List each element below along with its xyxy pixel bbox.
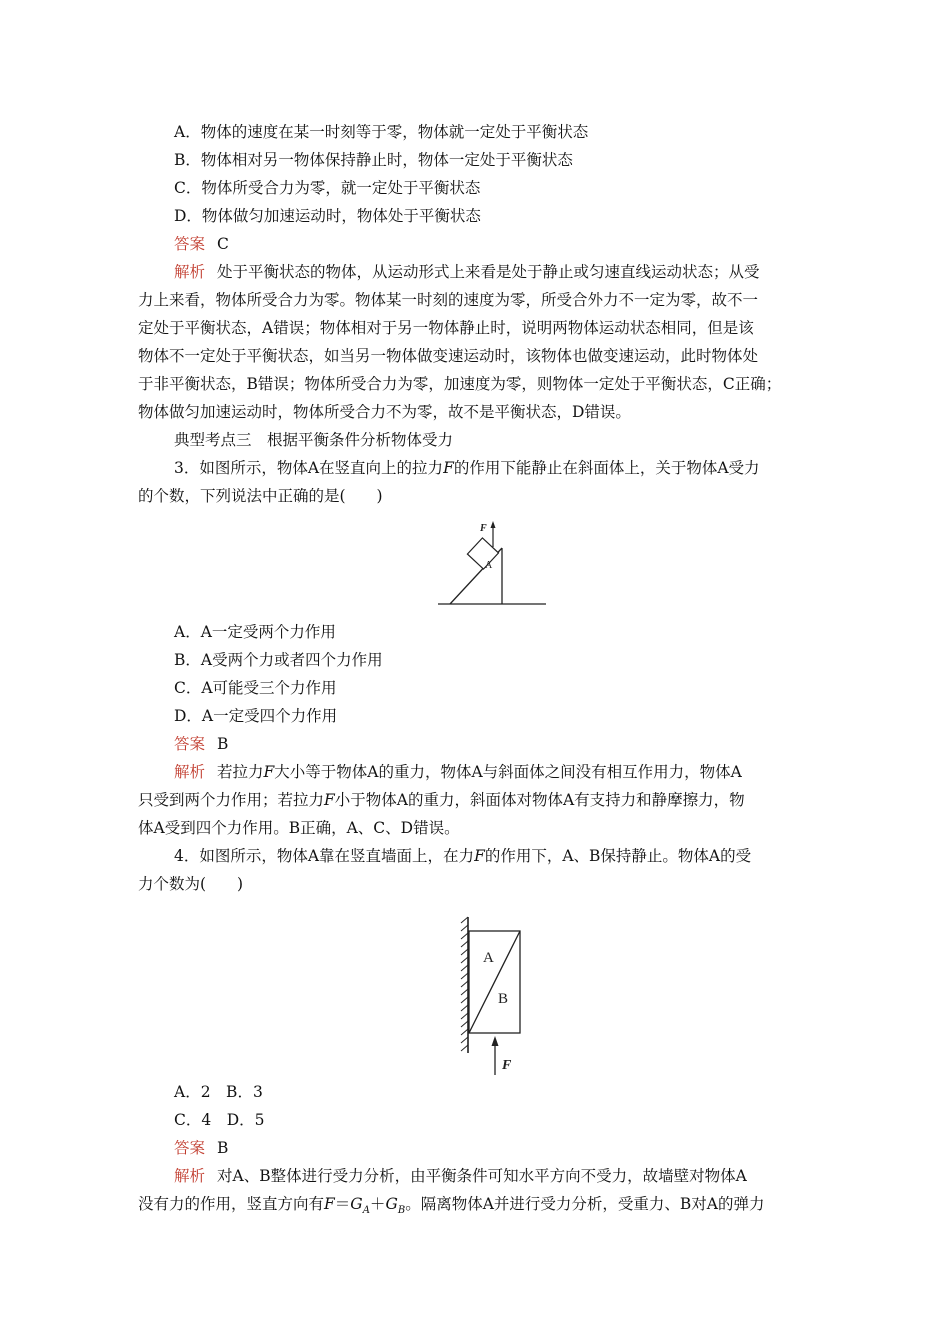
q3-option-a: A．A一定受两个力作用 [174, 623, 336, 641]
q4-options-row-2: C．4 D．5 [174, 1111, 265, 1129]
q3-option-c: C．A可能受三个力作用 [174, 679, 337, 697]
q2-option-d: D．物体做匀加速运动时，物体处于平衡状态 [174, 207, 481, 225]
q2-option-b: B．物体相对另一物体保持静止时，物体一定处于平衡状态 [174, 151, 573, 169]
analysis-label: 解析 [174, 1167, 206, 1185]
equation-f: F [324, 1195, 335, 1213]
answer-label: 答案 [174, 1139, 206, 1157]
answer-value: B [217, 1139, 229, 1157]
q3-analysis-line-3: 体A受到四个力作用。B正确，A、C、D错误。 [138, 819, 460, 837]
answer-value: B [217, 735, 229, 753]
q2-analysis-line-5: 于非平衡状态，B错误；物体所受合力为零，加速度为零，则物体一定处于平衡状态，C正确； [138, 375, 782, 393]
q3-analysis-line-1: 解析 若拉力F大小等于物体A的重力，物体A与斜面体之间没有相互作用力，物体A [174, 763, 742, 781]
q4-answer [174, 1138, 228, 1158]
q3-answer [174, 734, 228, 754]
q2-analysis-line-1: 解析 处于平衡状态的物体，从运动形式上来看是处于静止或匀速直线运动状态；从受 [174, 263, 760, 281]
q3-analysis-line-2: 只受到两个力作用；若拉力F小于物体A的重力，斜面体对物体A有支持力和静摩擦力，物 [138, 791, 745, 809]
block-b-label: B [498, 991, 509, 1007]
q4-stem-line-2: 力个数为( ) [138, 875, 244, 893]
answer-label: 答案 [174, 235, 206, 253]
q2-answer [174, 234, 229, 254]
block-a [467, 538, 498, 569]
q2-analysis-line-6: 物体做匀加速运动时，物体所受合力不为零，故不是平衡状态，D错误。 [138, 403, 631, 421]
answer-label: 答案 [174, 735, 206, 753]
force-label: F [480, 523, 487, 534]
force-label: F [502, 1058, 512, 1073]
q3-incline-figure [430, 513, 550, 608]
q2-option-a: A．物体的速度在某一时刻等于零，物体就一定处于平衡状态 [174, 123, 589, 141]
wall-hatching [461, 917, 468, 1051]
q4-options-row-1: A．2 B．3 [174, 1083, 263, 1101]
q4-analysis-line-1: 解析 对A、B整体进行受力分析，由平衡条件可知水平方向不受力，故墙壁对物体A [174, 1167, 747, 1185]
q2-analysis-line-3: 定处于平衡状态，A错误；物体相对于另一物体静止时，说明两物体运动状态相同，但是该 [138, 319, 754, 337]
q4-analysis-line-2: 没有力的作用，竖直方向有$F=G_A+G_B$。隔离物体A并进行受力分析，受重力、B对A的弹力 [138, 1195, 765, 1217]
q3-stem-line-1: 3．如图所示，物体A在竖直向上的拉力F的作用下能静止在斜面体上，关于物体A受力 [174, 459, 760, 477]
force-arrow-head [492, 1036, 499, 1046]
answer-value: C [217, 235, 229, 253]
q2-option-c: C．物体所受合力为零，就一定处于平衡状态 [174, 179, 481, 197]
q4-wall-figure [458, 915, 540, 1077]
q2-analysis-line-2: 力上来看，物体所受合力为零。物体某一时刻的速度为零，所受合外力不一定为零，故不一 [138, 291, 759, 309]
block-a-label: A [483, 950, 494, 966]
q3-option-b: B．A受两个力或者四个力作用 [174, 651, 383, 669]
q4-stem-line-1: 4．如图所示，物体A靠在竖直墙面上，在力F的作用下，A、B保持静止。物体A的受 [174, 847, 752, 865]
section-title: 典型考点三 根据平衡条件分析物体受力 [174, 431, 454, 449]
analysis-label: 解析 [174, 263, 206, 281]
q3-stem-line-2: 的个数，下列说法中正确的是( ) [138, 487, 383, 505]
q3-option-d: D．A一定受四个力作用 [174, 707, 338, 725]
block-label: A [485, 560, 493, 571]
q2-analysis-line-4: 物体不一定处于平衡状态，如当另一物体做变速运动时，该物体也做变速运动，此时物体处 [138, 347, 759, 365]
force-arrow-head [491, 521, 496, 528]
analysis-label: 解析 [174, 763, 206, 781]
